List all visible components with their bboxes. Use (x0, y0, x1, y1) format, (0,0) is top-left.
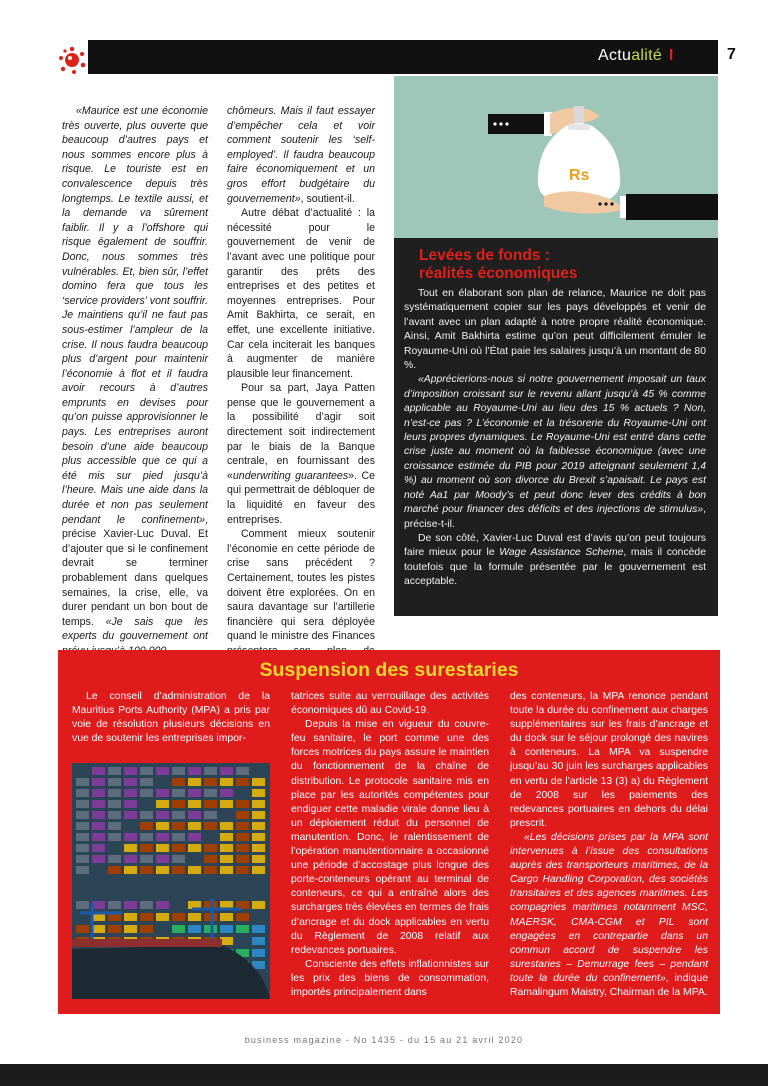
container-block (124, 811, 137, 819)
container-block (124, 925, 137, 933)
container-block (140, 855, 153, 863)
container-block (76, 833, 89, 841)
container-block (188, 811, 201, 819)
sidebar-title: Levées de fonds : réalités économiques (419, 247, 578, 282)
container-block (92, 767, 105, 775)
container-block (220, 855, 233, 863)
container-block (204, 789, 217, 797)
container-block (108, 901, 121, 909)
container-block (204, 844, 217, 852)
container-block (108, 855, 121, 863)
container-block (172, 789, 185, 797)
body-text: , précise Xavier-Luc Duval. Et d’ajouter que si le confinement devrait se terminer probablement dans quelques semaines, la crise, elle, va durer pendant un bon bout de temps. (62, 513, 208, 628)
surestaries-column-1 (72, 690, 270, 746)
container-block (124, 833, 137, 841)
quote-text: «Apprécierions-nous si notre gouvernement imposait un taux d’imposition croissant sur le revenu allant jusqu’à 45 % comme applicable au Royaume-Uni au lieu des 15 % actuels ? Non, n’est-ce pas ? L’économie et la trésorerie du Royaume-Uni ont leurs propres dynamiques. Le Royaume-Uni est entré dans cette crise juste au moment où la faiblesse économique (avec une croissance estimée du PIB pour 2019 atteignant seulement 1,4 %) au moment où son divorce du Brexit s’apaisait. Le pays est noté Aa1 par Moody’s et peut donc lever des crédits à bon marché pour financer des déficits et des injections de stimulus» (404, 374, 706, 516)
container-block (124, 913, 137, 921)
container-block (108, 925, 121, 933)
paragraph: Depuis la mise en vigueur du couvre-feu sanitaire, le port comme une des forces motrices du pays assure le maintien du fonctionnement de la chaîne de distribution. Le protocole sanitaire mis en place par les autorités compétentes pour endiguer cette maladie virale donne lieu à un déploiement réduit du personnel de manutention. Donc, le ralentissement de l’opération manutentionnaire a occasionné une période d’accostage plus longue des porte-conteneurs opérant au terminal de conteneurs, ce qui a entraîné alors des surcharges très élevées en termes de frais d’ancrage et du dock applicables en vertu du Règlement de 2008 relatif aux redevances portuaires. (291, 719, 489, 956)
container-block (220, 822, 233, 830)
container-block (252, 901, 265, 909)
paragraph: Consciente des effets inflationnistes sur les prix des biens de consommation, importés principalement dans (291, 958, 489, 998)
container-block (236, 925, 249, 933)
container-block (92, 789, 105, 797)
container-block (220, 913, 233, 921)
quote-text: «Je sais que les experts du gouvernement ont (62, 615, 208, 643)
container-block (140, 844, 153, 852)
container-block (140, 925, 153, 933)
container-port-photo (72, 763, 270, 999)
container-block (92, 844, 105, 852)
container-block (124, 855, 137, 863)
container-block (236, 913, 249, 921)
container-block (172, 855, 185, 863)
container-block (252, 925, 265, 933)
container-block (172, 866, 185, 874)
sidebar-text: Tout en élaborant son plan de relance, Maurice ne doit pas systématiquement copier sur les pays développés et venir de l’avant avec un plan adapté à notre propre réalité économique. Ainsi, Amit Bakhirta estime qu’on peut difficilement émuler le Royaume-Uni où l’État paie les salaires jusqu’à un montant de 80 %. «Apprécierions-nous si notre gouvernement imposait un taux d’imposition croissant sur le revenu allant jusqu’à 45 % comme applicable au Royaume-Uni au lieu des 15 % actuels ? Non, n’est-ce pas ? L’économie et la trésorerie du Royaume-Uni ont leurs propres dynamiques. Le Royaume-Uni est entré dans cette crise juste au moment où la faiblesse économique (avec une croissance estimée du PIB pour 2019 atteignant seulement 1,4 %) au moment où son divorce du Brexit s’apaisait. Le pays est noté Aa1 par Moody’s et peut donc lever des crédits à bon marché pour financer des déficits et des injections de stimulus», précise-t-il. De son côté, Xavier-Luc Duval est d’avis qu’on peut toujours faire mieux pour le Wage Assistance Scheme, mais il concède toutefois que la formule présentée par le gouvernement est acceptable. (404, 288, 706, 588)
container-block (124, 767, 137, 775)
red-splat-logo-icon (58, 46, 86, 74)
container-block (76, 844, 89, 852)
container-block (188, 913, 201, 921)
container-block (252, 833, 265, 841)
article-column-1 (62, 104, 208, 659)
container-block (188, 778, 201, 786)
container-block (172, 925, 185, 933)
container-block (252, 789, 265, 797)
container-block (252, 811, 265, 819)
container-block (156, 844, 169, 852)
container-block (76, 822, 89, 830)
container-block (140, 811, 153, 819)
container-block (188, 789, 201, 797)
quote-text: chômeurs. Mais il faut essayer d’empêcher cela et voir comment soutenir les ‘self-employed’. Il faudra beaucoup faire économiquement et un gros effort budgétaire du gouvernement» (227, 105, 375, 205)
container-block (124, 844, 137, 852)
container-block (220, 844, 233, 852)
container-block (92, 811, 105, 819)
container-block (140, 822, 153, 830)
container-block (108, 778, 121, 786)
container-block (204, 778, 217, 786)
container-block (172, 811, 185, 819)
container-block (92, 855, 105, 863)
container-block (92, 833, 105, 841)
container-block (188, 822, 201, 830)
container-block (204, 767, 217, 775)
container-block (156, 767, 169, 775)
surestaries-title: Suspension des surestaries (259, 659, 519, 681)
container-block (92, 822, 105, 830)
container-block (108, 833, 121, 841)
container-block (140, 833, 153, 841)
container-block (76, 866, 89, 874)
container-block (76, 800, 89, 808)
container-block (108, 767, 121, 775)
quote-text: «Les décisions prises par la MPA sont intervenues à l’issue des consultations auprès des transporteurs maritimes, de la Cargo Handling Corporation, des sociétés transitaires et des agences maritimes. Les compagnies maritimes notamment MSC, MAERSK, CMA-CGM et PIL sont engagées en contrepartie dans un commun accord de suspendre les surestaries – Demurrage fees – pendant toute la durée du confinement» (510, 831, 708, 984)
container-block (236, 844, 249, 852)
container-block (220, 866, 233, 874)
container-block (108, 789, 121, 797)
container-block (172, 833, 185, 841)
container-block (124, 800, 137, 808)
footer-text: business magazine - No 1435 - du 15 au 21 avril 2020 (244, 1035, 524, 1045)
container-block (92, 800, 105, 808)
container-block (108, 811, 121, 819)
container-block (156, 800, 169, 808)
container-block (188, 833, 201, 841)
surestaries-column-3: des conteneurs, la MPA renonce pendant toute la durée du confinement aux charges supplémentaires sur les frais d’ancrage et du dock sur le séjour prolongé des navires à conteneurs. La MPA va suspendre jusqu’au 30 juin les surcharges applicables en vertu de l’article 13 (3) a) du Règlement de 2008 sur les paiements des redevances portuaires en dehors du délai prescrit. «Les décisions prises par la MPA sont intervenues à l’issue des consultations auprès des transporteurs maritimes, de la Cargo Handling Corporation, des sociétés transitaires et des agences maritimes. Les compagnies maritimes notamment MSC, MAERSK, CMA-CGM et PIL sont engagées en contrepartie dans un commun accord de suspendre les surestaries – Demurrage fees – pendant toute la durée du confinement», indique Ramalingum Maistry, Chairman de la MPA. (510, 691, 708, 998)
container-block (204, 822, 217, 830)
container-block (156, 855, 169, 863)
container-block (252, 949, 265, 957)
paragraph: des conteneurs, la MPA renonce pendant toute la durée du confinement aux charges supplémentaires sur les frais d’ancrage et du dock sur le séjour prolongé des navires à conteneurs. La MPA va suspendre jusqu’au 30 juin les surcharges applicables en vertu de l’article 13 (3) a) du Règlement de 2008 sur les paiements des redevances portuaires en dehors du délai prescrit. (510, 691, 708, 829)
container-block (156, 833, 169, 841)
container-block (236, 767, 249, 775)
container-block (252, 844, 265, 852)
container-block (236, 778, 249, 786)
container-block (252, 800, 265, 808)
container-block (140, 901, 153, 909)
container-block (172, 913, 185, 921)
paragraph: Comment mieux soutenir l’économie en cette période de crise sans précédent ? Certainement, toutes les pistes doivent être explorées. On en saura davantage sur l’artillerie financière qui sera déployée quand le ministre des Finances (227, 528, 375, 643)
section-label: Actualité I (598, 47, 674, 64)
container-block (172, 822, 185, 830)
container-block (108, 822, 121, 830)
svg-text:Rs: Rs (569, 167, 590, 184)
paragraph: Le conseil d’administration de la Mauritius Ports Authority (MPA) a pris par voie de résolution plusieurs décisions en vue de soutenir les entreprises impor- (72, 691, 270, 745)
container-block (188, 866, 201, 874)
container-block (156, 866, 169, 874)
container-block (220, 778, 233, 786)
container-block (172, 767, 185, 775)
container-block (124, 778, 137, 786)
container-block (172, 844, 185, 852)
hands-exchange-icon (394, 76, 718, 238)
container-block (108, 866, 121, 874)
container-block (204, 800, 217, 808)
container-block (188, 844, 201, 852)
container-block (108, 800, 121, 808)
container-block (76, 811, 89, 819)
container-block (92, 778, 105, 786)
page-number: 7 (727, 46, 736, 63)
container-block (76, 925, 89, 933)
container-block (156, 789, 169, 797)
container-block (76, 778, 89, 786)
container-ship-icon (72, 763, 270, 999)
container-block (156, 913, 169, 921)
container-block (76, 901, 89, 909)
container-block (236, 811, 249, 819)
container-block (188, 800, 201, 808)
container-block (76, 855, 89, 863)
container-block (236, 800, 249, 808)
container-block (236, 833, 249, 841)
paragraph: Tout en élaborant son plan de relance, Maurice ne doit pas systématiquement copier sur les pays développés et venir de l’avant avec un plan adapté à notre propre réalité économique. Ainsi, Amit Bakhirta estime qu’on peut difficilement émuler le Royaume-Uni où l’État paie les salaires jusqu’à un montant de 80 %. (404, 288, 706, 372)
container-block (156, 811, 169, 819)
container-block (140, 866, 153, 874)
container-block (140, 778, 153, 786)
container-block (140, 789, 153, 797)
surestaries-column-2 (291, 690, 489, 1000)
container-block (92, 925, 105, 933)
container-block (220, 800, 233, 808)
container-block (220, 925, 233, 933)
article-column-2: chômeurs. Mais il faut essayer d’empêcher cela et voir comment soutenir les ‘self-employed’. Il faudra beaucoup faire économiquement et un gros effort budgétaire du gouvernement», soutient-il. Autre débat d’actualité : la nécessité pour le gouvernement de venir de l’avant avec une politique pour garantir des prêts des entreprises et des petites et moyennes entreprises. Pour Amit Bakhirta, ce serait, en effet, une excellente initiative. Car cela inciterait les banques à augmenter de manière plausible leur financement. Pour sa part, Jaya Patten pense que le gouvernement a la possibilité d’agir soit directement soit indirectement par le biais de la Banque centrale, en fournissant des «underwriting guarantees». Ce qui permettrait de débloquer de la liquidité en faveur des entreprises. Comment mieux soutenir l’économie en cette période de crise sans précédent ? Certainement, toutes les pistes doivent être explorées. On en saura davantage sur l’artillerie financière qui sera déployée quand le ministre des Finances (227, 104, 375, 673)
container-block (156, 901, 169, 909)
container-block (236, 866, 249, 874)
container-block (204, 866, 217, 874)
container-block (220, 833, 233, 841)
container-block (172, 778, 185, 786)
container-block (156, 822, 169, 830)
container-block (204, 811, 217, 819)
container-block (124, 789, 137, 797)
container-block (252, 866, 265, 874)
container-block (188, 925, 201, 933)
container-block (124, 866, 137, 874)
container-block (252, 822, 265, 830)
container-block (236, 822, 249, 830)
container-block (252, 937, 265, 945)
container-block (220, 767, 233, 775)
paragraph: Autre débat d’actualité : la nécessité pour le gouvernement de venir de l’avant avec une politique pour garantir des prêts des entreprises et des petites et moyennes entreprises. Pour Amit Bakhirta, ce serait, en effet, une excellente initiative. Car cela inciterait les banques à augmenter de manière plausible leur financement. (227, 207, 375, 380)
container-block (76, 789, 89, 797)
container-block (124, 901, 137, 909)
paragraph: tatrices suite au verrouillage des activités économiques dû au Covid-19. (291, 691, 489, 717)
container-block (204, 855, 217, 863)
container-block (140, 913, 153, 921)
bottom-strip (0, 1064, 768, 1086)
body-text: , soutient-il. (300, 192, 355, 205)
container-block (252, 855, 265, 863)
container-block (92, 901, 105, 909)
container-block (252, 778, 265, 786)
container-block (220, 789, 233, 797)
container-block (236, 855, 249, 863)
money-bag-illustration (394, 76, 718, 238)
container-block (172, 800, 185, 808)
container-block (140, 767, 153, 775)
container-block (188, 767, 201, 775)
quote-text: «Maurice est une économie très ouverte, plus ouverte que beaucoup d’autres pays et nous sommes encore plus à risque. Le touriste est en convalescence depuis très longtemps. Le textile aussi, et la demande va sûrement faiblir. Il y a l’offshore qui risque également de souffrir. Donc, nous sommes très vulnérables. Et, bien sûr, l’effet domino fera que tous les ‘service providers’ vont souffrir. Je maintiens qu’il ne faut pas sous-estimer l’ampleur de la crise. Il nous faudra beaucoup plus d’argent pour maintenir l’économie à flot et il faudra avoir recours à d’autres emprunts en devises pour qu’on puisse approvisionner le pays. Les entreprises auront besoin d’une aide beaucoup plus accessible que ce qui a été mis sur pied jusqu’à l’heure. Mais une aide dans la durée et non pas seulement pendant le confinement» (62, 105, 208, 526)
